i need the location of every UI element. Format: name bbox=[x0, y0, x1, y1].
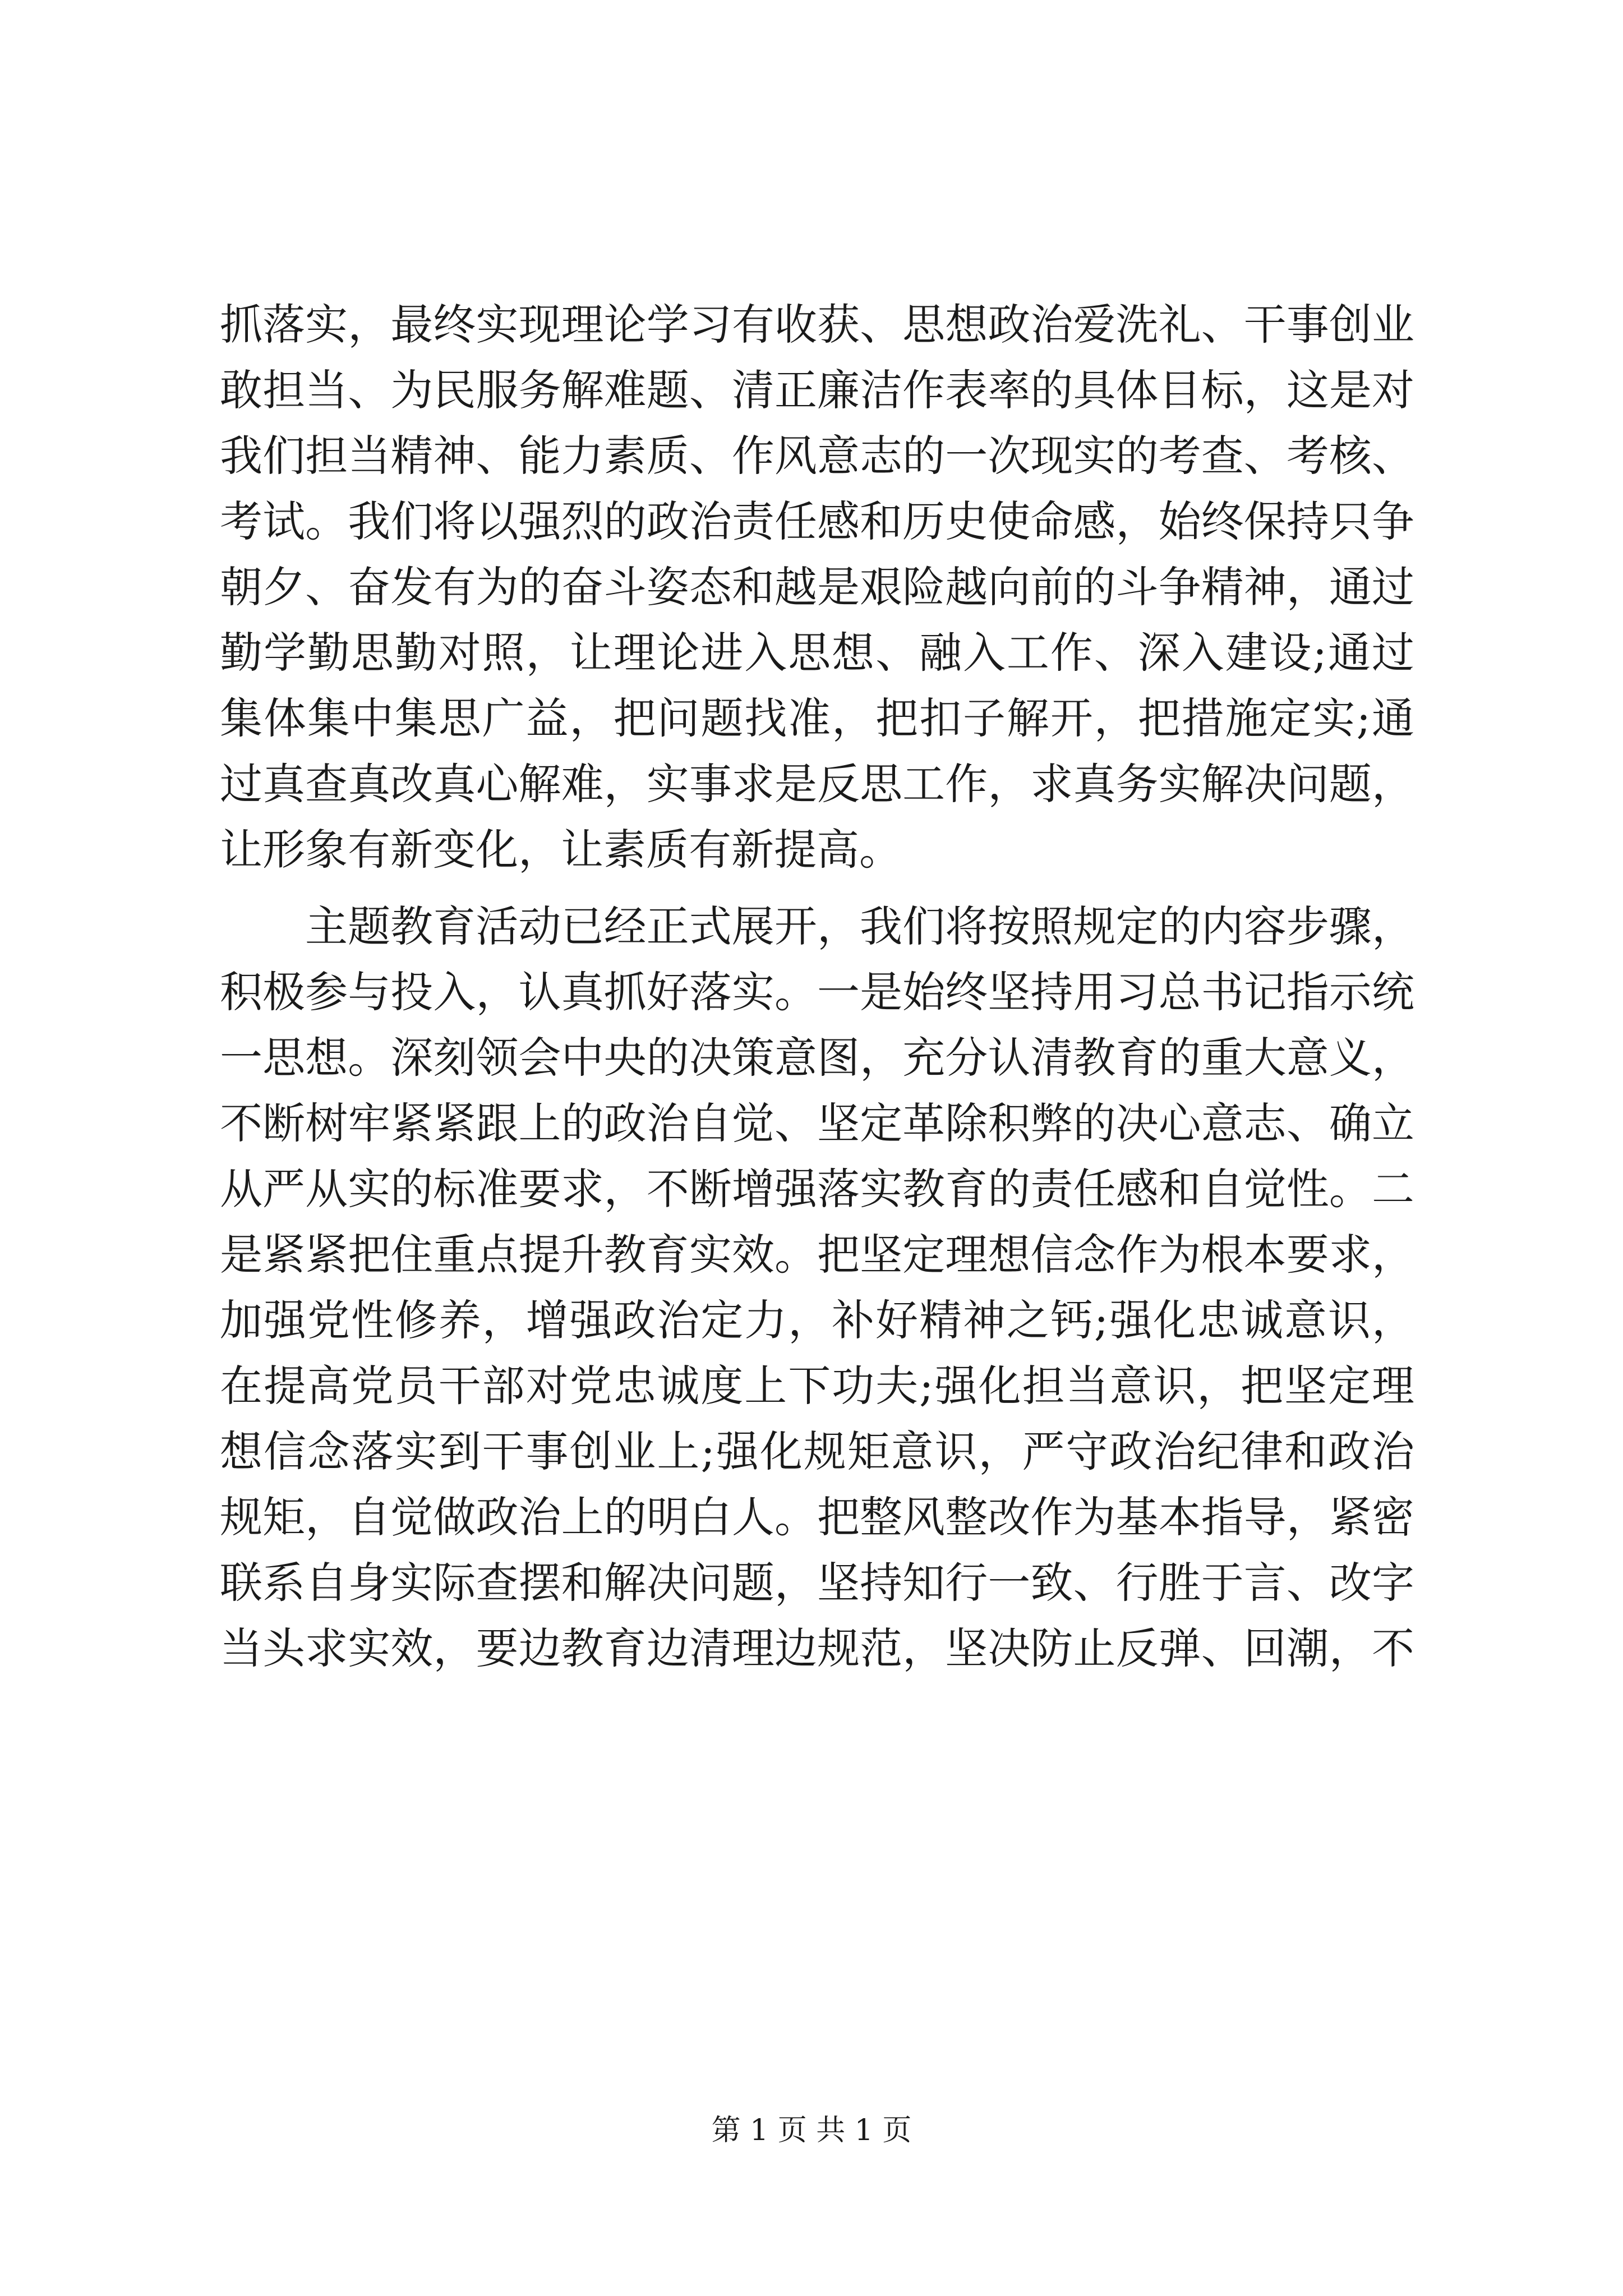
text-line: 不断树牢紧紧跟上的政治自觉、坚定革除积弊的决心意志、确立 bbox=[220, 1098, 1414, 1148]
text-line: 积极参与投入，认真抓好落实。一是始终坚持用习总书记指示统 bbox=[220, 967, 1414, 1017]
page-footer: 第 1 页 共 1 页 bbox=[711, 2114, 912, 2147]
text-line: 集体集中集思广益，把问题找准，把扣子解开，把措施定实;通 bbox=[220, 693, 1414, 743]
paragraph-2 bbox=[220, 894, 1414, 1681]
text-line: 勤学勤思勤对照，让理论进入思想、融入工作、深入建设;通过 bbox=[220, 628, 1414, 678]
text-line: 一思想。深刻领会中央的决策意图，充分认清教育的重大意义， bbox=[220, 1033, 1414, 1083]
paragraph-1 bbox=[220, 292, 1414, 882]
document-body bbox=[220, 292, 1414, 1692]
text-line: 当头求实效，要边教育边清理边规范，坚决防止反弹、回潮，不 bbox=[220, 1623, 1414, 1673]
text-line: 联系自身实际查摆和解决问题，坚持知行一致、行胜于言、改字 bbox=[220, 1558, 1414, 1608]
text-line: 想信念落实到干事创业上;强化规矩意识，严守政治纪律和政治 bbox=[220, 1427, 1414, 1476]
text-line: 我们担当精神、能力素质、作风意志的一次现实的考查、考核、 bbox=[220, 431, 1414, 481]
text-line: 是紧紧把住重点提升教育实效。把坚定理想信念作为根本要求， bbox=[220, 1230, 1414, 1280]
text-line: 主题教育活动已经正式展开，我们将按照规定的内容步骤， bbox=[305, 901, 1414, 951]
text-line: 朝夕、奋发有为的奋斗姿态和越是艰险越向前的斗争精神，通过 bbox=[220, 562, 1414, 612]
text-line: 加强党性修养，增强政治定力，补好精神之钙;强化忠诚意识， bbox=[220, 1295, 1414, 1345]
text-line: 过真查真改真心解难，实事求是反思工作，求真务实解决问题， bbox=[220, 759, 1414, 809]
text-line: 让形象有新变化，让素质有新提高。 bbox=[220, 825, 902, 875]
text-line: 敢担当、为民服务解难题、清正廉洁作表率的具体目标，这是对 bbox=[220, 365, 1414, 415]
text-line: 考试。我们将以强烈的政治责任感和历史使命感，始终保持只争 bbox=[220, 496, 1414, 546]
text-line: 抓落实，最终实现理论学习有收获、思想政治爱洗礼、干事创业 bbox=[220, 300, 1414, 349]
text-line: 在提高党员干部对党忠诚度上下功夫;强化担当意识，把坚定理 bbox=[220, 1361, 1414, 1411]
text-line: 从严从实的标准要求，不断增强落实教育的责任感和自觉性。二 bbox=[220, 1164, 1414, 1214]
text-line: 规矩，自觉做政治上的明白人。把整风整改作为基本指导，紧密 bbox=[220, 1492, 1414, 1542]
